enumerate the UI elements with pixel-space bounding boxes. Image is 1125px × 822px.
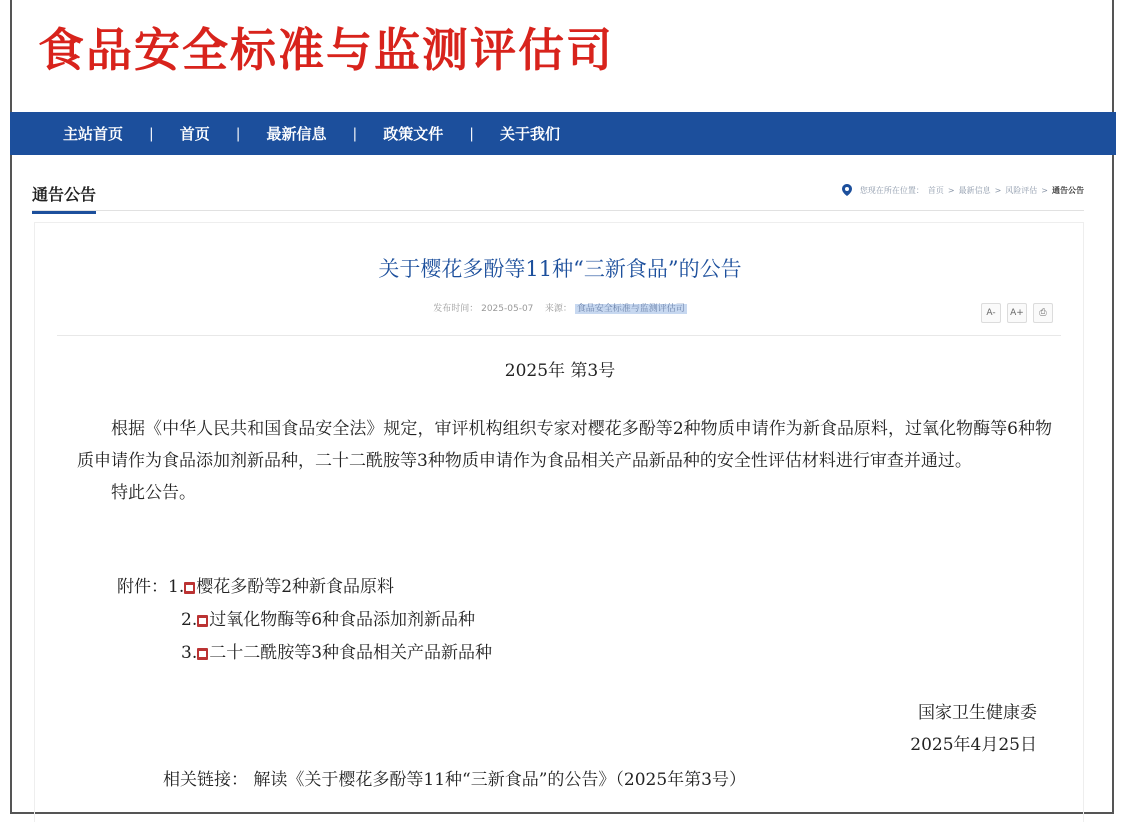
attachment-link-2[interactable]: 过氧化物酶等6种食品添加剂新品种 — [209, 610, 476, 630]
nav-separator: | — [149, 125, 154, 142]
article-container — [34, 222, 1084, 822]
attachment-number: 3. — [181, 643, 198, 663]
article-body — [77, 413, 1052, 509]
breadcrumb — [842, 184, 1084, 196]
breadcrumb-item-latest-info[interactable]: 最新信息 — [958, 185, 991, 195]
attachment-row — [117, 571, 492, 604]
breadcrumb-prefix: 您现在所在位置： — [859, 185, 924, 195]
article-tools — [981, 303, 1053, 323]
attachment-link-3[interactable]: 二十二酰胺等3种食品相关产品新品种 — [209, 643, 493, 663]
related-links — [163, 765, 746, 790]
nav-item-main-site-home[interactable]: 主站首页 — [63, 125, 124, 143]
breadcrumb-separator: > — [947, 185, 955, 195]
nav-separator: | — [469, 125, 474, 142]
document-number: 2025年 第3号 — [504, 361, 616, 381]
breadcrumb-separator: > — [1041, 185, 1048, 195]
location-pin-icon — [842, 184, 852, 196]
section-header — [32, 178, 1084, 211]
print-button[interactable] — [1033, 303, 1053, 323]
font-increase-button[interactable]: A+ — [1007, 303, 1027, 323]
file-icon — [197, 615, 208, 627]
body-paragraph: 特此公告。 — [111, 483, 196, 503]
nav-separator: | — [352, 125, 358, 142]
font-decrease-button[interactable]: A- — [981, 303, 1001, 323]
file-icon — [184, 582, 195, 594]
section-title: 通告公告 — [32, 182, 96, 214]
attachment-link-1[interactable]: 樱花多酚等2种新食品原料 — [196, 577, 395, 597]
nav-item-about-us[interactable]: 关于我们 — [499, 125, 560, 143]
related-link[interactable]: 解读《关于樱花多酚等11种“三新食品”的公告》（2025年第3号） — [253, 770, 746, 790]
related-label: 相关链接： — [163, 770, 248, 790]
source-value: 食品安全标准与监测评估司 — [576, 304, 685, 314]
breadcrumb-separator: > — [994, 185, 1002, 195]
nav-item-latest-info[interactable]: 最新信息 — [266, 125, 327, 143]
main-nav — [10, 112, 1116, 155]
nav-item-policy-documents[interactable]: 政策文件 — [383, 125, 444, 143]
article-meta — [35, 301, 1085, 314]
attachment-row — [117, 604, 492, 637]
print-icon: ⎙ — [1039, 308, 1047, 318]
signature-org: 国家卫生健康委 — [918, 703, 1037, 723]
source-label: 来源： — [544, 304, 572, 314]
signature — [910, 697, 1037, 761]
article-title: 关于樱花多酚等11种“三新食品”的公告 — [378, 257, 742, 281]
site-title[interactable]: 食品安全标准与监测评估司 — [38, 23, 614, 77]
meta-divider — [57, 335, 1061, 336]
attachment-row — [117, 637, 492, 670]
nav-item-home[interactable]: 首页 — [179, 125, 210, 143]
file-icon — [197, 648, 208, 660]
publish-date-label: 发布时间： — [433, 304, 479, 314]
attachment-number: 1. — [168, 577, 185, 597]
body-paragraph: 根据《中华人民共和国食品安全法》规定，审评机构组织专家对樱花多酚等2种物质申请作为新食品原料，过氧化物酶等6种物质申请作为食品添加剂新品种，二十二酰胺等3种物质申请作为食品相关产品新品种的安全性评估材料进行审查并通过。 — [77, 419, 1052, 471]
site-banner — [10, 0, 1110, 110]
breadcrumb-item-current[interactable]: 通告公告 — [1052, 185, 1084, 195]
attachment-number: 2. — [181, 610, 198, 630]
attachments-label: 附件： — [117, 577, 168, 597]
breadcrumb-item-risk-assessment[interactable]: 风险评估 — [1005, 185, 1038, 195]
signature-date: 2025年4月25日 — [910, 735, 1037, 755]
breadcrumb-item-home[interactable]: 首页 — [927, 185, 944, 195]
nav-separator: | — [235, 125, 241, 142]
attachments — [117, 571, 492, 670]
publish-date: 2025-05-07 — [481, 304, 534, 314]
